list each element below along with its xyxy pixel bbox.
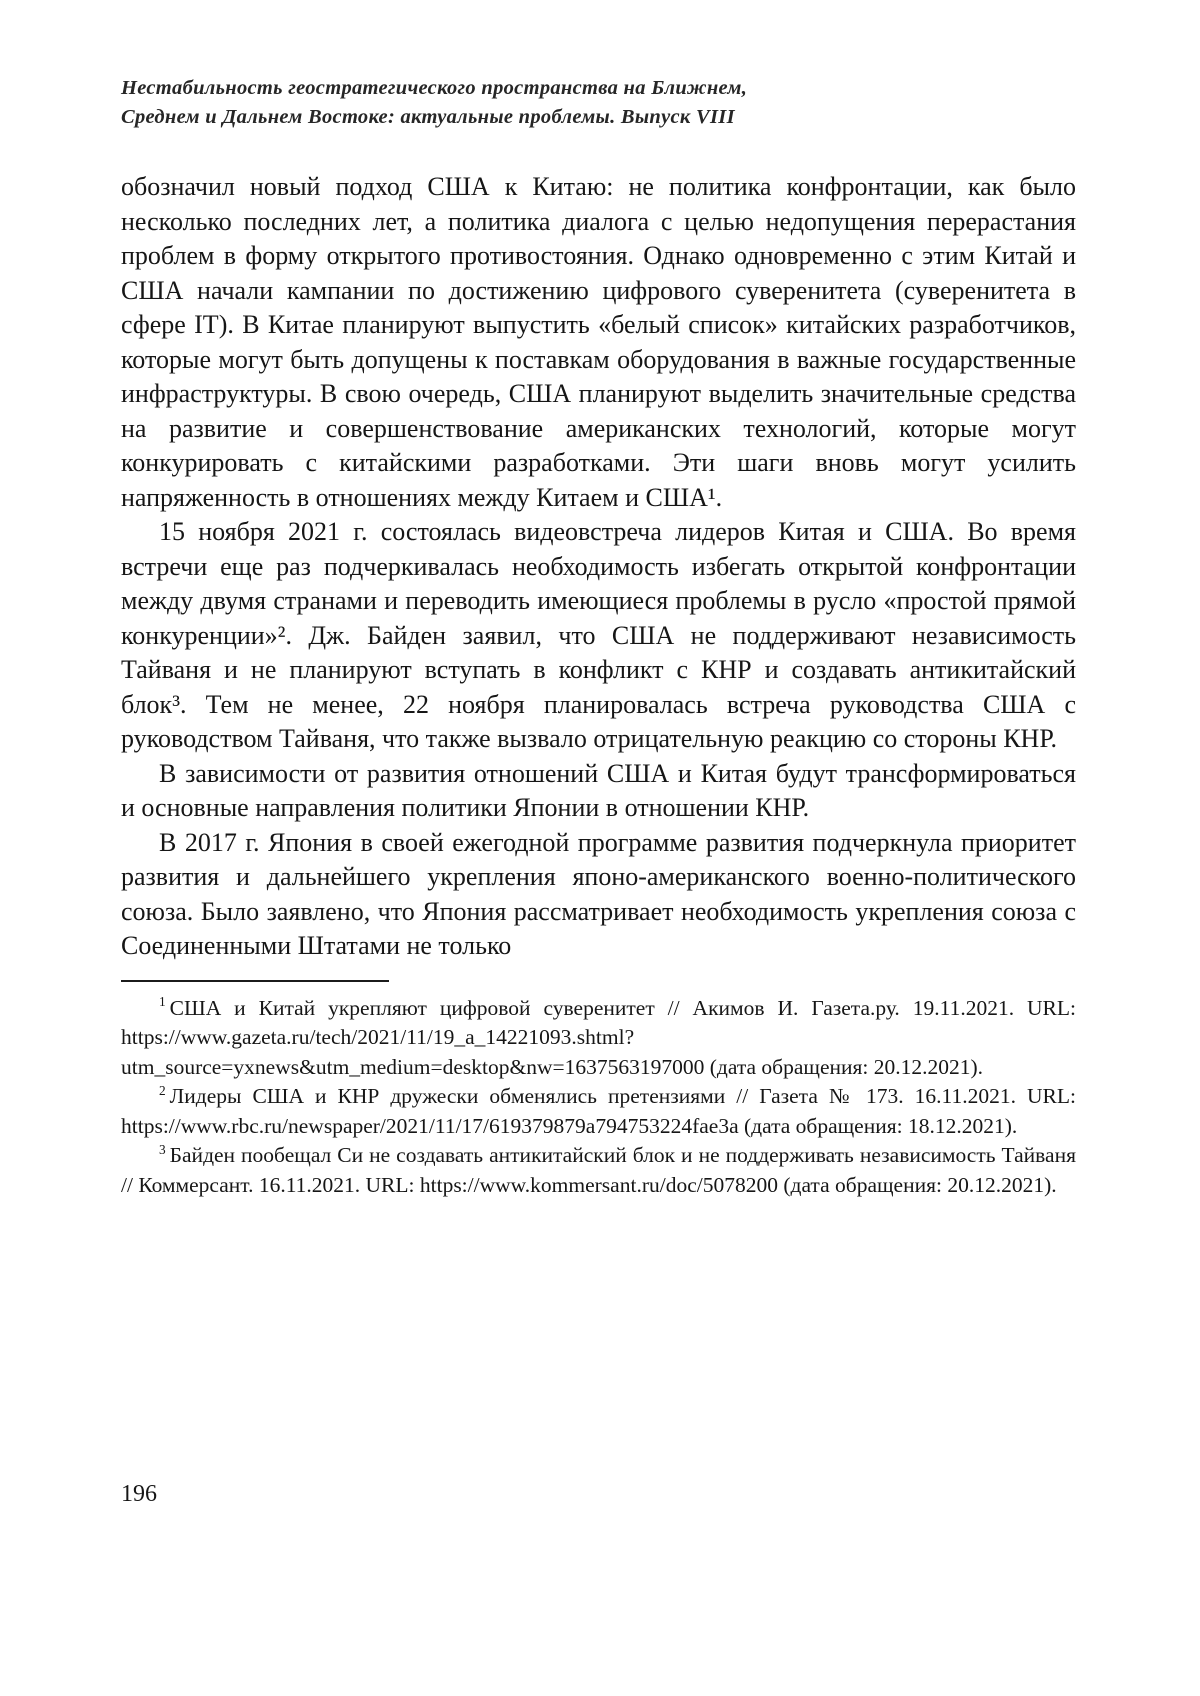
running-header-line-1: Нестабильность геостратегического пространства на Ближнем, [121, 77, 748, 99]
body-paragraph-4: В 2017 г. Япония в своей ежегодной программе развития подчеркнула приоритет развития и дальнейшего укрепления японо-американского военно-политического союза. Было заявлено, что Япония рассматривает необходимость укрепления союза с Соединенными Штатами не только [121, 827, 1076, 960]
body-paragraph-3: В зависимости от развития отношений США и Китая будут трансформироваться и основные направления политики Японии в отношении КНР. [121, 758, 1076, 822]
footnote-3-marker: 3 [159, 1141, 166, 1157]
footnote-3 [121, 1141, 1076, 1200]
body-paragraph-2: 15 ноября 2021 г. состоялась видеовстреча лидеров Китая и США. Во время встречи еще раз подчеркивалась необходимость избегать открытой конфронтации между двумя странами и переводить имеющиеся проблемы в русло «простой прямой конкуренции»². Дж. Байден заявил, что США не поддерживают независимость Тайваня и не планируют вступать в конфликт с КНР и создавать антикитайский блок³. Тем не менее, 22 ноября планировалась встреча руководства США с руководством Тайваня, что также вызвало отрицательную реакцию со стороны КНР. [121, 517, 1076, 753]
footnote-2-text: Лидеры США и КНР дружески обменялись претензиями // Газета № 173. 16.11.2021. URL: https://www.rbc.ru/newspaper/2021/11/17/619379879a794753224fae3a (дата обращения: 18.12.2021). [121, 1084, 1076, 1138]
page-body [121, 170, 1076, 964]
body-paragraph-1: обозначил новый подход США к Китаю: не политика конфронтации, как было несколько последних лет, а политика диалога с целью недопущения перерастания проблем в форму открытого противостояния. Однако одновременно с этим Китай и США начали кампании по достижению цифрового суверенитета (суверенитета в сфере IT). В Китае планируют выпустить «белый список» китайских разработчиков, которые могут быть допущены к поставкам оборудования в важные государственные инфраструктуры. В свою очередь, США планируют выделить значительные средства на развитие и совершенствование американских технологий, которые могут конкурировать с китайскими разработками. Эти шаги вновь могут усилить напряженность в отношениях между Китаем и США¹. [121, 172, 1076, 512]
footnote-2 [121, 1082, 1076, 1141]
footnote-separator-rule [121, 980, 389, 982]
footnote-1-marker: 1 [159, 994, 166, 1010]
running-header-line-2: Среднем и Дальнем Востоке: актуальные проблемы. Выпуск VIII [121, 106, 735, 128]
footnote-3-text: Байден пообещал Си не создавать антикитайский блок и не поддерживать независимость Тайваня // Коммерсант. 16.11.2021. URL: https://www.kommersant.ru/doc/5078200 (дата обращения: 20.12.2021). [121, 1143, 1076, 1197]
page-number: 196 [121, 1481, 157, 1507]
footnote-2-marker: 2 [159, 1082, 166, 1098]
footnote-1 [121, 994, 1076, 1083]
footnotes-section [121, 994, 1076, 1201]
footnote-1-text: США и Китай укрепляют цифровой суверенитет // Акимов И. Газета.ру. 19.11.2021. URL: https://www.gazeta.ru/tech/2021/11/19_a_14221093.shtml?utm_source=yxnews&utm_medium=desktop&nw=1637563197000 (дата обращения: 20.12.2021). [121, 995, 1076, 1079]
running-header [121, 74, 1076, 132]
